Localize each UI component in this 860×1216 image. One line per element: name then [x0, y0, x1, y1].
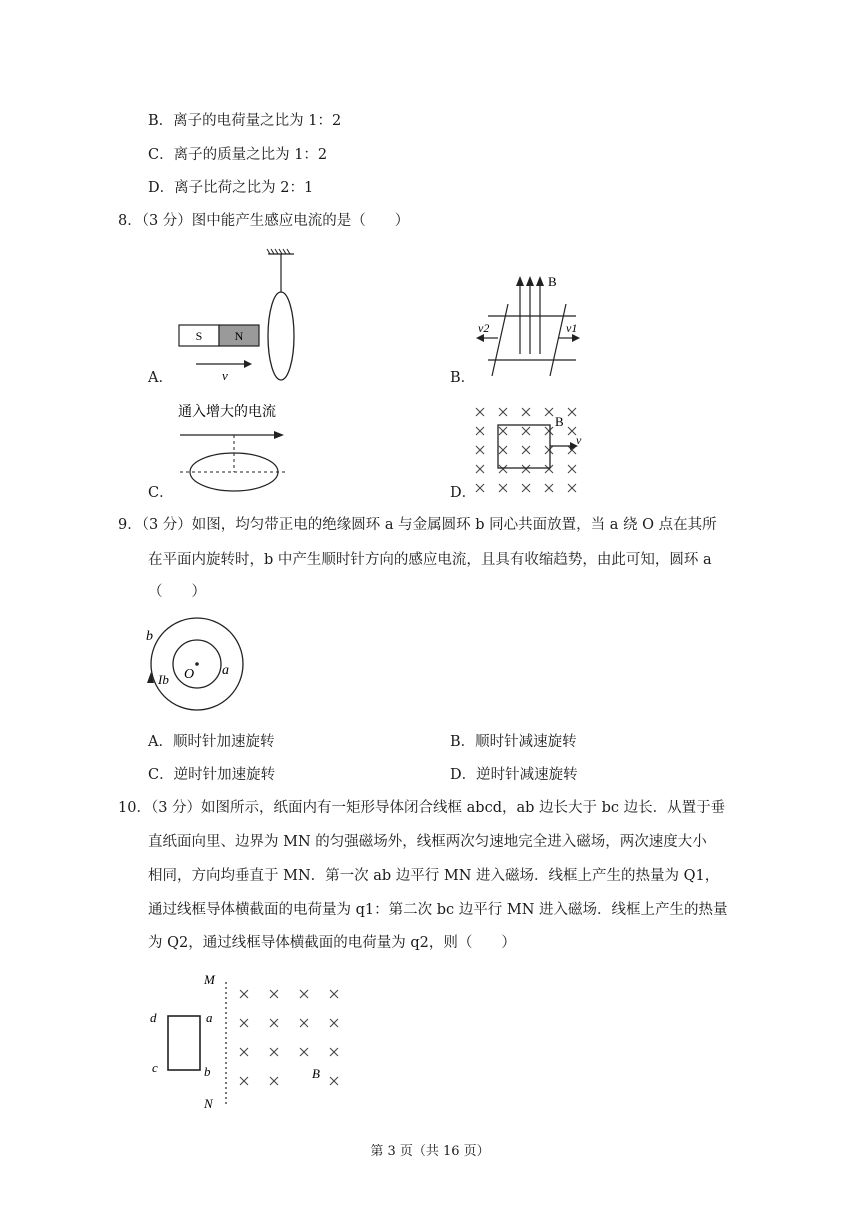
magnet-n-pole: N: [234, 329, 244, 343]
q9-option-d: D．逆时针减速旋转: [450, 767, 578, 783]
page-footer: 第 3 页（共 16 页）: [370, 1144, 490, 1159]
q9-option-c: C．逆时针加速旋转: [148, 767, 276, 783]
corner-c-label: c: [152, 1060, 158, 1075]
q9-stem-line1: 9．（3 分）如图，均匀带正电的绝缘圆环 a 与金属圆环 b 同心共面放置，当 a 绕 O 点在其所: [118, 517, 717, 533]
wire-caption: 通入增大的电流: [178, 405, 276, 420]
magnet-s-pole: S: [195, 329, 203, 343]
boundary-n-label: N: [204, 1096, 213, 1111]
corner-d-label: d: [150, 1010, 157, 1025]
field-b-label: B: [548, 274, 557, 289]
q8-stem: 8．（3 分）图中能产生感应电流的是（ ）: [118, 213, 410, 229]
q7-option-d: D．离子比荷之比为 2：1: [148, 180, 314, 196]
q10-stem-line2: 直纸面向里、边界为 MN 的匀强磁场外，线框两次匀速地完全进入磁场，两次速度大小: [148, 834, 707, 850]
ring-a-label: a: [222, 663, 229, 678]
boundary-m-label: M: [204, 972, 215, 987]
q8-option-a-label: A．: [148, 370, 173, 386]
q8-option-c-label: C．: [148, 485, 174, 501]
field-b-label-10: B: [312, 1066, 320, 1081]
q8-option-b-label: B．: [450, 370, 476, 386]
current-ib-label: Ib: [158, 672, 169, 687]
center-o-label: O: [184, 667, 195, 682]
q9-figure: [140, 612, 250, 712]
velocity-v1-label: v1: [566, 321, 578, 335]
q9-option-a: A．顺时针加速旋转: [148, 734, 275, 750]
q10-figure: [140, 966, 350, 1112]
corner-b-label: b: [204, 1064, 211, 1079]
q8-figure-c: [172, 400, 296, 500]
q10-stem-line3: 相同，方向均垂直于 MN．第一次 ab 边平行 MN 进入磁场．线框上产生的热量为 Q1，: [148, 868, 720, 884]
corner-a-label: a: [206, 1010, 213, 1025]
q10-stem-line5: 为 Q2，通过线框导体横截面的电荷量为 q2，则（ ）: [148, 935, 516, 951]
velocity-v2-label: v2: [478, 321, 490, 335]
frame-velocity-label: v: [576, 433, 582, 447]
q10-stem-line1: 10．（3 分）如图所示，纸面内有一矩形导体闭合线框 abcd，ab 边长大于 bc 边长．从置于垂: [118, 800, 726, 816]
q8-figure-d: [470, 402, 590, 502]
q8-figure-b: [470, 268, 590, 386]
ring-b-label: b: [146, 629, 153, 644]
q7-option-b: B．离子的电荷量之比为 1：2: [148, 113, 342, 129]
q9-stem-line2: 在平面内旋转时，b 中产生顺时针方向的感应电流，且具有收缩趋势，由此可知，圆环 a: [148, 552, 712, 568]
q9-option-b: B．顺时针减速旋转: [450, 734, 577, 750]
q7-option-c: C．离子的质量之比为 1：2: [148, 147, 328, 163]
field-b-label-d: B: [555, 414, 564, 429]
q10-stem-line4: 通过线框导体横截面的电荷量为 q1：第二次 bc 边平行 MN 进入磁场．线框上产生的热量: [148, 902, 728, 918]
magnet-velocity-label: v: [222, 368, 228, 383]
q8-figure-a: [170, 248, 310, 388]
q9-stem-line3: （ ）: [148, 584, 206, 600]
q8-option-d-label: D．: [450, 485, 477, 501]
